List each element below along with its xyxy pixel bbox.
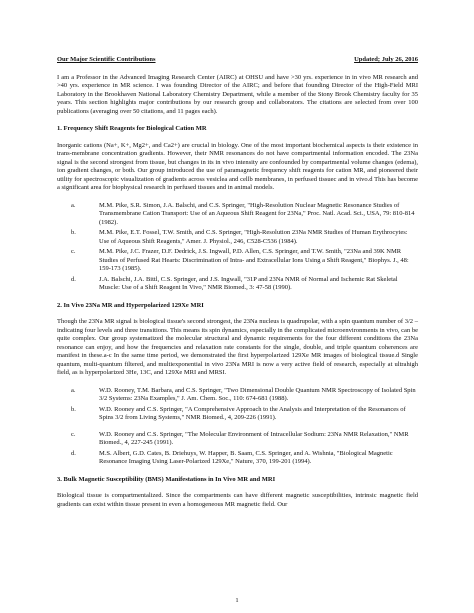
reference-letter: a. bbox=[71, 386, 76, 394]
reference-text: M.M. Pike, J.C. Frazer, D.F. Dedrick, J.S. Ingwall, P.D. Allen, C.S. Springer, and T.W. Smith, "23Na and 39K NMR Studies of Perfused Rat Hearts: Discrimination of Intra- and Extracellular Ions Using a Shift Reagent," Biophys. J., 48: 159-173 (1985). bbox=[99, 248, 409, 272]
intro-paragraph: I am a Professor in the Advanced Imaging Research Center (AIRC) at OHSU and have >30 yrs. experience in in vivo MR research and >40 yrs. experience in MR science. I was founding Director of the AIRC; and before that founding Director of the High-Field MRI Laboratory in the Brookhaven National Laboratory Chemistry Department, while a member of the Stony Brook Chemistry faculty for 35 years. This section highlights major contributions by our research group and collaborators. The citations are selected from over 100 publications (averaging over 50 citations, and 11 pages each). bbox=[57, 73, 418, 115]
section-3-body: Biological tissue is compartmentalized. Since the compartments can have different magnetic susceptibilities, intrinsic magnetic field gradients can exist within tissue present in even a homogeneous MR magnetic field. Our bbox=[57, 492, 418, 508]
reference-letter: b. bbox=[71, 405, 76, 413]
page-number: 1 bbox=[235, 597, 239, 604]
reference-text: W.D. Rooney, T.M. Barbara, and C.S. Springer, "Two Dimensional Double Quantum NMR Spectroscopy of Isolated Spin 3/2 Systems: 23Na Examples," J. Am. Chem. Soc., 110: 674-681 (1988). bbox=[99, 386, 416, 402]
reference-letter: b. bbox=[71, 229, 76, 236]
section-2-body: Though the 23Na MR signal is biological tissue's second strongest, the 23Na nucleus is quadrupolar, with a spin quantum number of 3/2 – indicating four levels and three transitions. This means its spin dynamics, especially in the complicated microenvironments in vivo, can be quite complex. Our group systematized the molecular structural and dynamic requirements for the four different conditions the 23Na resonance can enjoy, and how the frequencies and relaxation rate constants for the single, double, and triple quantum coherences are manifest in these.a-c In the same time period, we demonstrated the first hyperpolarized 129Xe MR images of biological tissue.d Single quantum, multi-quantum filtered, and multiexponential in vivo 23Na MRI is now a very active field of research, especially at ultrahigh field, as is hyperpolarized 3He, 13C, and 129Xe MRI and MRSI. bbox=[57, 318, 418, 376]
section-2-heading: 2. In Vivo 23Na MR and Hyperpolarized 129Xe MRI bbox=[57, 301, 204, 309]
reference-text: M.M. Pike, E.T. Fossel, T.W. Smith, and C.S. Springer, "High-Resolution 23Na NMR Studies of Human Erythrocytes: Use of Aqueous Shift Reagents," Amer. J. Physiol., 246, C528-C536 (1984). bbox=[99, 229, 408, 245]
reference-letter: d. bbox=[71, 275, 76, 283]
page-title: Our Major Scientific Contributions bbox=[57, 56, 156, 63]
reference-text: J.A. Balschi, J.A. Bittl, C.S. Springer, and J.S. Ingwall, "31P and 23Na NMR of Normal and Ischemic Rat Skeletal Muscle: Use of a Shift Reagent In Vivo," NMR Biomed., 3: 47-58 (1990). bbox=[99, 275, 398, 291]
reference-item bbox=[57, 248, 418, 274]
reference-item bbox=[57, 406, 418, 423]
updated-date: Updated; July 26, 2016 bbox=[354, 56, 418, 63]
reference-item bbox=[57, 450, 418, 467]
reference-letter: c. bbox=[71, 430, 76, 438]
section-1-heading: 1. Frequency Shift Reagents for Biological Cation MR bbox=[57, 125, 207, 132]
section-3-heading: 3. Bulk Magnetic Susceptibility (BMS) Manifestations in In Vivo MR and MRI bbox=[57, 475, 276, 483]
document-page bbox=[57, 56, 418, 518]
section-1-body: Inorganic cations (Na+, K+, Mg2+, and Ca2+) are crucial in biology. One of the most important biochemical aspects is their existence in trans-membrane concentration gradients. However, their NMR resonances do not have compartmental information encoded. The 23Na signal is the second strongest from tissue, but changes in its in vivo intensity are confounded by compartmental volume changes (edema), ion gradient changes, or both. Our group introduced the use of paramagnetic frequency shift reagents for cation MR, and pioneered their utility for spectroscopic visualization of gradients across vesiclea and cellb membranes, in perfused tissuec and in vivo.d This has become a significant area for biophysical research in perfused tissues and in animal models. bbox=[57, 141, 418, 191]
reference-text: M.M. Pike, S.R. Simon, J.A. Balschi, and C.S. Springer, "High-Resolution Nuclear Magnetic Resonance Studies of Transmembrane Cation Transport: Use of an Aqueous Shift Reagent for 23Na," Proc. Natl. Acad. Sci., USA, 79: 810-814 (1982). bbox=[99, 201, 415, 226]
reference-letter: d. bbox=[71, 449, 76, 457]
reference-item bbox=[57, 387, 418, 404]
reference-text: W.D. Rooney and C.S. Springer, "A Comprehensive Approach to the Analysis and Interpretation of the Resonances of Spins 3/2 from Living Systems," NMR Biomed., 4, 209-226 (1991). bbox=[99, 405, 406, 421]
reference-text: W.D. Rooney and C.S. Springer, "The Molecular Environment of Intracellular Sodium: 23Na NMR Relaxation," NMR Biomed., 4, 227-245 (1991). bbox=[99, 430, 409, 446]
reference-item bbox=[57, 229, 418, 246]
page-header bbox=[57, 56, 418, 65]
reference-text: M.S. Albert, G.D. Cates, B. Driehuys, W. Happer, B. Saam, C.S. Springer, and A. Wishnia, "Biological Magnetic Resonance Imaging Using Laser-Polarized 129Xe," Nature, 370, 199-201 (1994). bbox=[99, 449, 393, 465]
reference-letter: a. bbox=[71, 201, 76, 209]
reference-item bbox=[57, 431, 418, 448]
reference-item bbox=[57, 276, 418, 293]
section-2-references bbox=[57, 387, 418, 467]
reference-letter: c. bbox=[71, 248, 76, 255]
section-1-references bbox=[57, 202, 418, 293]
reference-item bbox=[57, 202, 418, 228]
